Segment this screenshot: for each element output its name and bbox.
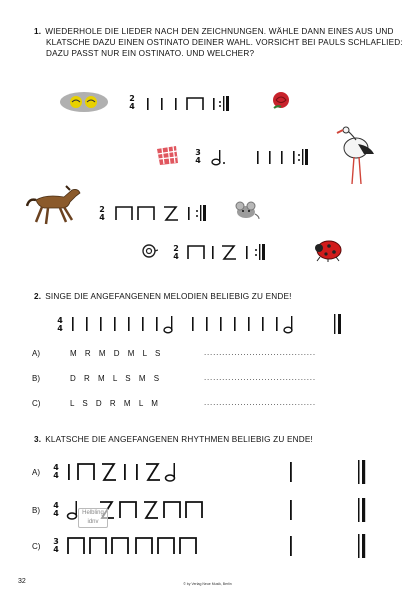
row-label: C) [32,399,41,408]
melody-rhythm-notation [68,313,358,335]
answer-line[interactable]: ..................................... [204,398,316,407]
copyright-notice: © by Verlag Neue Musik, Berlin [183,582,232,586]
rhythm-notation [184,242,288,262]
time-signature: 2 4 [129,94,135,111]
answer-line[interactable]: ..................................... [204,373,316,382]
row-label: B) [32,506,40,515]
sleeping-face-icon [58,90,110,114]
rhythm-notation [112,203,216,223]
solmization-syllables: D R M L S M S [70,374,163,383]
rhythm-notation [207,147,313,167]
rhythm-notation [64,459,384,485]
row-label: C) [32,542,41,551]
time-signature: 3 4 [53,537,59,554]
time-signature: 3 4 [195,148,201,165]
time-signature: 4 4 [57,316,63,333]
mouse-icon [232,200,260,220]
rose-icon [270,90,292,112]
task-number: 2. [34,292,42,301]
stork-icon [336,124,378,186]
instruction-line: KLATSCHE DAZU EINEN OSTINATO DEINER WAHL. VORSICHT BEI PAULS SCHLAFLIED: [46,38,403,47]
rhythm-notation [143,94,233,112]
solmization-syllables: L S D R M L M [70,399,161,408]
task-title: KLATSCHE DIE ANGEFANGENEN RHYTHMEN BELIEBIG ZU ENDE! [45,435,313,444]
page-number: 32 [18,578,26,585]
checkered-cloth-icon [154,143,180,167]
task-3-instructions [34,434,313,445]
row-label: A) [32,349,40,358]
snail-icon [140,243,158,259]
ladybug-icon [312,236,346,262]
time-signature: 4 4 [53,463,59,480]
time-signature: 2 4 [173,244,179,261]
instruction-line: DAZU PASST NUR EIN OSTINATO. UND WELCHER? [46,49,255,58]
task-2-instructions [34,291,292,302]
rhythm-notation [64,533,384,559]
time-signature: 2 4 [99,205,105,222]
instruction-line: WIEDERHOLE DIE LIEDER NACH DEN ZEICHNUNGEN. WÄHLE DANN EINES AUS UND [45,27,394,36]
row-label: A) [32,468,40,477]
task-1-instructions [34,26,403,59]
task-title: SINGE DIE ANGEFANGENEN MELODIEN BELIEBIG ZU ENDE! [45,292,292,301]
time-signature: 4 4 [53,501,59,518]
horse-icon [26,184,88,226]
task-number: 3. [34,435,42,444]
answer-line[interactable]: ..................................... [204,348,316,357]
publisher-watermark: Helbling idnv [78,508,108,528]
rhythm-notation [64,497,384,523]
solmization-syllables: M R M D M L S [70,349,164,358]
row-label: B) [32,374,40,383]
task-number: 1. [34,27,42,36]
